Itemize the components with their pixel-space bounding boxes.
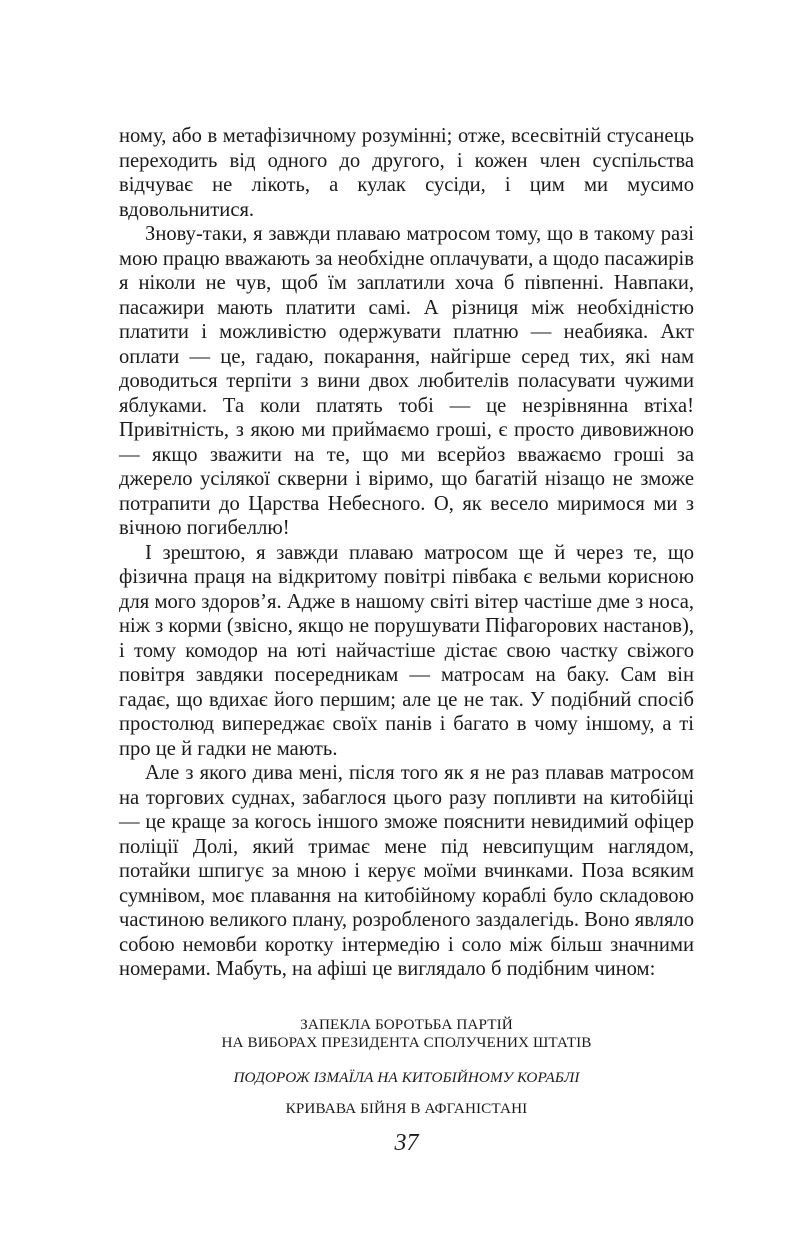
playbill-line-1: ЗАПЕКЛА БОРОТЬБА ПАРТІЙ xyxy=(300,1016,513,1033)
paragraph-sailor-paid: Знову-таки, я завжди плаваю матросом тому, що в такому разі мою працю вважають за необхідне оплачувати, а щодо пасажирів я ніколи не чув, щоб їм заплатили хоча б півпенні. Навпаки, пасажири мають платити самі. А різниця між необхідністю платити і можливістю одержувати платню — неабияка. Акт оплати — це, гадаю, покарання, найгірше серед тих, які нам доводиться терпіти з вини двох любителів поласувати чужими яблуками. Та коли платять тобі — це незрівнянна втіха! Привітність, з якою ми приймаємо гроші, є просто дивовижною — якщо зважити на те, що ми всерйоз вважаємо гроші за джерело усілякої скверни і віримо, що багатій нізащо не зможе потрапити до Царства Небесного. О, як весело миримося ми з вічною погибеллю! xyxy=(119,223,694,539)
book-page-body xyxy=(119,124,694,982)
playbill-entry-voyage xyxy=(119,1069,694,1087)
playbill-line-4: КРИВАВА БІЙНЯ В АФГАНІСТАНІ xyxy=(285,1100,528,1117)
page-number: 37 xyxy=(394,1130,419,1156)
playbill-entry-afghanistan xyxy=(119,1100,694,1118)
paragraph-fresh-air: І зрештою, я завжди плаваю матросом ще й через те, що фізична праця на відкритому повітрі півбака є вельми корисною для мого здоров’я. Адже в нашому світі вітер частіше дме з носа, ніж з корми (звісно, якщо не порушувати Піфагорових настанов), і тому комодор на юті найчастіше дістає свою частку свіжого повітря завдяки посередникам — матросам на баку. Сам він гадає, що вдихає його першим; але це не так. У подібний спосіб простолюд випереджає своїх панів і багато в чому іншому, а ті про це й гадки не мають. xyxy=(119,541,694,760)
playbill-entry-election xyxy=(119,1016,694,1052)
paragraph-whaler-voyage: Але з якого дива мені, після того як я не раз плавав матросом на торгових суднах, забаглося цього разу попливти на китобійці — це краще за когось іншого зможе пояснити невидимий офіцер поліції Долі, який тримає мене під невсипущим наглядом, потайки шпигує за мною і керує моїми вчинками. Поза всяким сумнівом, моє плавання на китобійному кораблі було складовою частиною великого плану, розробленого заздалегідь. Воно являло собою немовби коротку інтермедію і соло між більш значними номерами. Мабуть, на афіші це виглядало б подібним чином: xyxy=(119,762,694,980)
playbill-line-2: НА ВИБОРАХ ПРЕЗИДЕНТА СПОЛУЧЕНИХ ШТАТІВ xyxy=(221,1034,592,1051)
paragraph-continuation: ному, або в метафізичному розумінні; отже, всесвітній стусанець переходить від одного до другого, і кожен член суспільства відчуває не лікоть, а кулак сусіди, і цим ми мусимо вдовольнитися. xyxy=(119,125,694,221)
playbill-line-3: ПОДОРОЖ ІЗМАЇЛА НА КИТОБІЙНОМУ КОРАБЛІ xyxy=(233,1069,580,1086)
